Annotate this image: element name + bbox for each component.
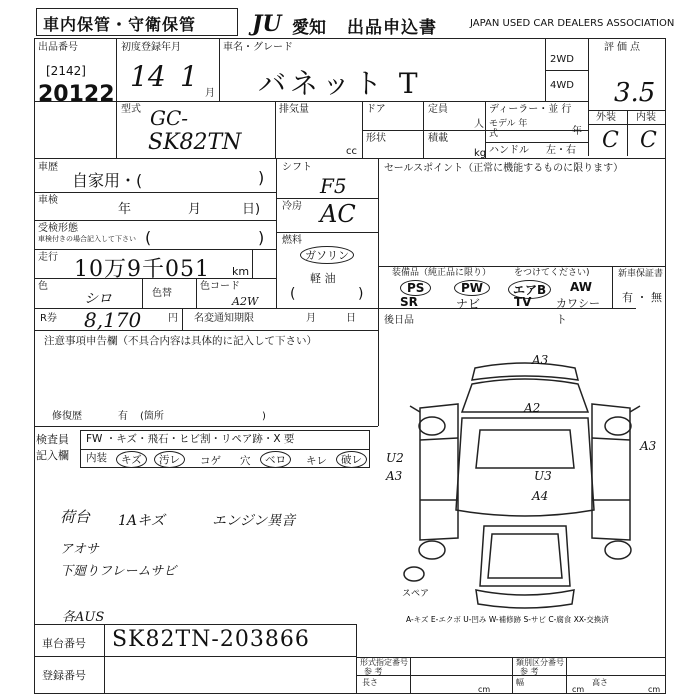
damage-mark-u2-left: U2 bbox=[386, 451, 404, 465]
equipment-label: 装備品（純正品に限り） bbox=[392, 268, 492, 278]
interior-items bbox=[116, 451, 370, 467]
name-change-label: 名変通知期限 bbox=[194, 313, 254, 324]
approval-width: 幅 bbox=[516, 678, 524, 687]
equip-pw: PW bbox=[454, 280, 490, 296]
note-engine: エンジン異音 bbox=[212, 513, 296, 529]
damage-mark-a2-hood: A2 bbox=[524, 401, 541, 415]
equip-aw: AW bbox=[570, 280, 592, 294]
inspector-interior-label: 内装 bbox=[86, 452, 107, 464]
drive-4wd: 4WD bbox=[550, 80, 574, 91]
inspection-day: 日) bbox=[242, 202, 261, 217]
note-frame-rust: 下廻りフレームサビ bbox=[60, 564, 177, 579]
capacity-unit: 人 bbox=[474, 119, 484, 130]
equipment-note: をつけてください) bbox=[514, 268, 590, 278]
color-change-label: 色替 bbox=[152, 288, 172, 299]
chassis-value: SK82TN-203866 bbox=[112, 627, 310, 652]
inspection-month: 月 bbox=[188, 202, 202, 217]
storage-stamp bbox=[36, 8, 238, 36]
chassis-label: 車台番号 bbox=[42, 637, 86, 650]
receipt-open: ( bbox=[145, 228, 152, 247]
lot-label: 出品番号 bbox=[38, 42, 78, 53]
drive-2wd: 2WD bbox=[550, 54, 574, 65]
history-label: 車歴 bbox=[38, 162, 58, 173]
approval-length-unit: cm bbox=[478, 685, 491, 694]
registration-month: 1 bbox=[180, 60, 198, 93]
approval-length: 長さ bbox=[362, 678, 378, 687]
damage-mark-a3-front: A3 bbox=[532, 353, 549, 367]
equip-navi: ナビ bbox=[456, 297, 481, 311]
equip-airbag: エアB bbox=[508, 280, 551, 299]
rating-exterior-label: 外装 bbox=[596, 112, 616, 123]
lot-number: 20122 bbox=[38, 82, 115, 107]
model-year-unit: 年 bbox=[572, 126, 582, 137]
fuel-diesel: 軽 油 bbox=[310, 272, 336, 285]
equip-sr: SR bbox=[400, 295, 418, 309]
aircon-label: 冷房 bbox=[282, 201, 302, 212]
model-value-2: SK82TN bbox=[148, 130, 242, 155]
damage-mark-a3-right: A3 bbox=[640, 439, 657, 453]
door-label: ドア bbox=[366, 104, 386, 115]
inspection-year: 年 bbox=[118, 202, 132, 217]
registration-label: 初度登録年月 bbox=[121, 42, 181, 53]
model-value-1: GC- bbox=[150, 106, 189, 130]
form-title: 出品申込書 bbox=[347, 18, 437, 38]
load-label: 積載 bbox=[428, 133, 448, 144]
capacity-label: 定員 bbox=[428, 104, 448, 115]
new-warranty-label: 新車保証書 bbox=[618, 269, 664, 279]
rating-label: 評価点 bbox=[604, 42, 643, 53]
equip-ps: PS bbox=[400, 280, 431, 296]
inspector-label-1: 検査員 bbox=[36, 433, 69, 446]
interior-torn: 破レ bbox=[336, 451, 367, 468]
damage-mark-u3-bed: U3 bbox=[534, 469, 552, 483]
car-name-label: 車名・グレード bbox=[223, 42, 293, 53]
rating-interior-value: C bbox=[640, 128, 657, 153]
approval-label-2: 類別区分番号 bbox=[516, 658, 564, 667]
name-change-day: 日 bbox=[346, 313, 356, 324]
approval-width-unit: cm bbox=[572, 685, 585, 694]
note-aus: 各AUS bbox=[62, 610, 105, 625]
repair-label: 修復歴 bbox=[52, 411, 82, 422]
receipt-close: ) bbox=[258, 228, 265, 247]
approval-label-1b: 参 考 bbox=[364, 667, 383, 676]
car-name-value: バネット T bbox=[258, 67, 422, 100]
equip-leather: カワシート bbox=[556, 297, 600, 326]
approval-label-2b: 参 考 bbox=[520, 667, 539, 676]
reg-no-label: 登録番号 bbox=[42, 669, 86, 682]
registration-month-unit: 月 bbox=[205, 88, 215, 99]
model-label: 型式 bbox=[121, 104, 141, 115]
repair-close: ) bbox=[262, 411, 266, 422]
storage-stamp-text: 車内保管・守衛保管 bbox=[43, 15, 197, 34]
recycle-unit: 円 bbox=[168, 313, 178, 324]
org-name: 愛知 bbox=[292, 18, 326, 38]
interior-hole: 穴 bbox=[240, 455, 251, 467]
model-year-label: モデル 年式 bbox=[489, 119, 528, 139]
color-value: シロ bbox=[84, 291, 112, 307]
history-value: 自家用・( bbox=[72, 171, 143, 190]
rating-exterior-value: C bbox=[602, 128, 619, 153]
damage-legend: A-キズ E-エクボ U-凹み W-補修跡 S-サビ C-腐食 XX-交換済 bbox=[406, 615, 609, 624]
fuel-open: ( bbox=[290, 286, 296, 302]
mileage-unit: km bbox=[232, 265, 250, 278]
car-damage-diagram bbox=[380, 350, 670, 650]
mileage-label: 走行 bbox=[38, 252, 58, 263]
ju-logo: JU bbox=[252, 11, 282, 37]
equip-tv: TV bbox=[514, 295, 532, 309]
interior-sag: ベロ bbox=[260, 451, 291, 468]
history-close: ) bbox=[258, 168, 265, 187]
org-english: JAPAN USED CAR DEALERS ASSOCIATION bbox=[470, 18, 675, 29]
damage-mark-a4-bed: A4 bbox=[532, 489, 549, 503]
recycle-label: R券 bbox=[40, 313, 57, 324]
load-unit: kg bbox=[474, 148, 487, 159]
interior-cut: キレ bbox=[306, 455, 327, 467]
notes-label: 注意事項申告欄（不具合内容は具体的に記入して下さい） bbox=[44, 335, 317, 347]
displacement-unit: cc bbox=[346, 146, 357, 157]
color-code-value: A2W bbox=[232, 295, 259, 308]
shift-label: シフト bbox=[282, 162, 312, 173]
spare-label: スペア bbox=[402, 589, 430, 599]
rating-interior-label: 内装 bbox=[636, 112, 656, 123]
receipt-sub-label: 車検付きの場合記入して下さい bbox=[38, 235, 136, 243]
fuel-close: ) bbox=[358, 286, 364, 302]
interior-scratch: キズ bbox=[116, 451, 147, 468]
shape-label: 形状 bbox=[366, 133, 386, 144]
handle-options: 左・右 bbox=[546, 145, 576, 156]
repair-place: (箇所 bbox=[140, 411, 164, 422]
note-aosa: アオサ bbox=[60, 542, 99, 557]
recycle-value: 8,170 bbox=[84, 308, 142, 332]
approval-label-1: 形式指定番号 bbox=[360, 658, 408, 667]
inspection-label: 車検 bbox=[38, 195, 58, 206]
name-change-month: 月 bbox=[306, 313, 316, 324]
shift-value: F5 bbox=[320, 174, 347, 198]
approval-height-unit: cm bbox=[648, 685, 661, 694]
displacement-label: 排気量 bbox=[279, 104, 309, 115]
inspector-fw-row: FW ・キズ・飛石・ヒビ割・リペア跡・X 要 bbox=[86, 433, 295, 445]
registration-year: 14 bbox=[130, 60, 166, 93]
fuel-gasoline: ガソリン bbox=[300, 246, 354, 264]
new-warranty-options: 有 ・ 無 bbox=[622, 291, 662, 304]
rating-value: 3.5 bbox=[614, 78, 656, 108]
receipt-label: 受検形態 bbox=[38, 223, 78, 234]
dealer-label: ディーラー・並 行 bbox=[489, 104, 572, 115]
damage-mark-a3-left: A3 bbox=[386, 469, 403, 483]
aircon-value: AC bbox=[320, 200, 356, 228]
color-code-label: 色コード bbox=[200, 281, 240, 292]
color-label: 色 bbox=[38, 281, 48, 292]
handle-label: ハンドル bbox=[489, 145, 529, 156]
approval-height: 高さ bbox=[592, 678, 608, 687]
interior-dirt: 汚レ bbox=[154, 451, 185, 468]
sales-point-label: セールスポイント（正常に機能するものに限ります） bbox=[384, 163, 624, 174]
repair-value: 有 bbox=[118, 411, 128, 422]
inspector-label-2: 記入欄 bbox=[36, 449, 69, 462]
fuel-label: 燃料 bbox=[282, 235, 302, 246]
lot-bracket: [2142] bbox=[46, 64, 86, 78]
mileage-value: 10万9千051 bbox=[74, 257, 210, 282]
later-date-label: 後日品 bbox=[384, 315, 414, 326]
note-cargo: 荷台 bbox=[60, 508, 91, 526]
interior-burn: コゲ bbox=[200, 455, 221, 467]
note-scratch: 1Aキズ bbox=[118, 513, 165, 529]
